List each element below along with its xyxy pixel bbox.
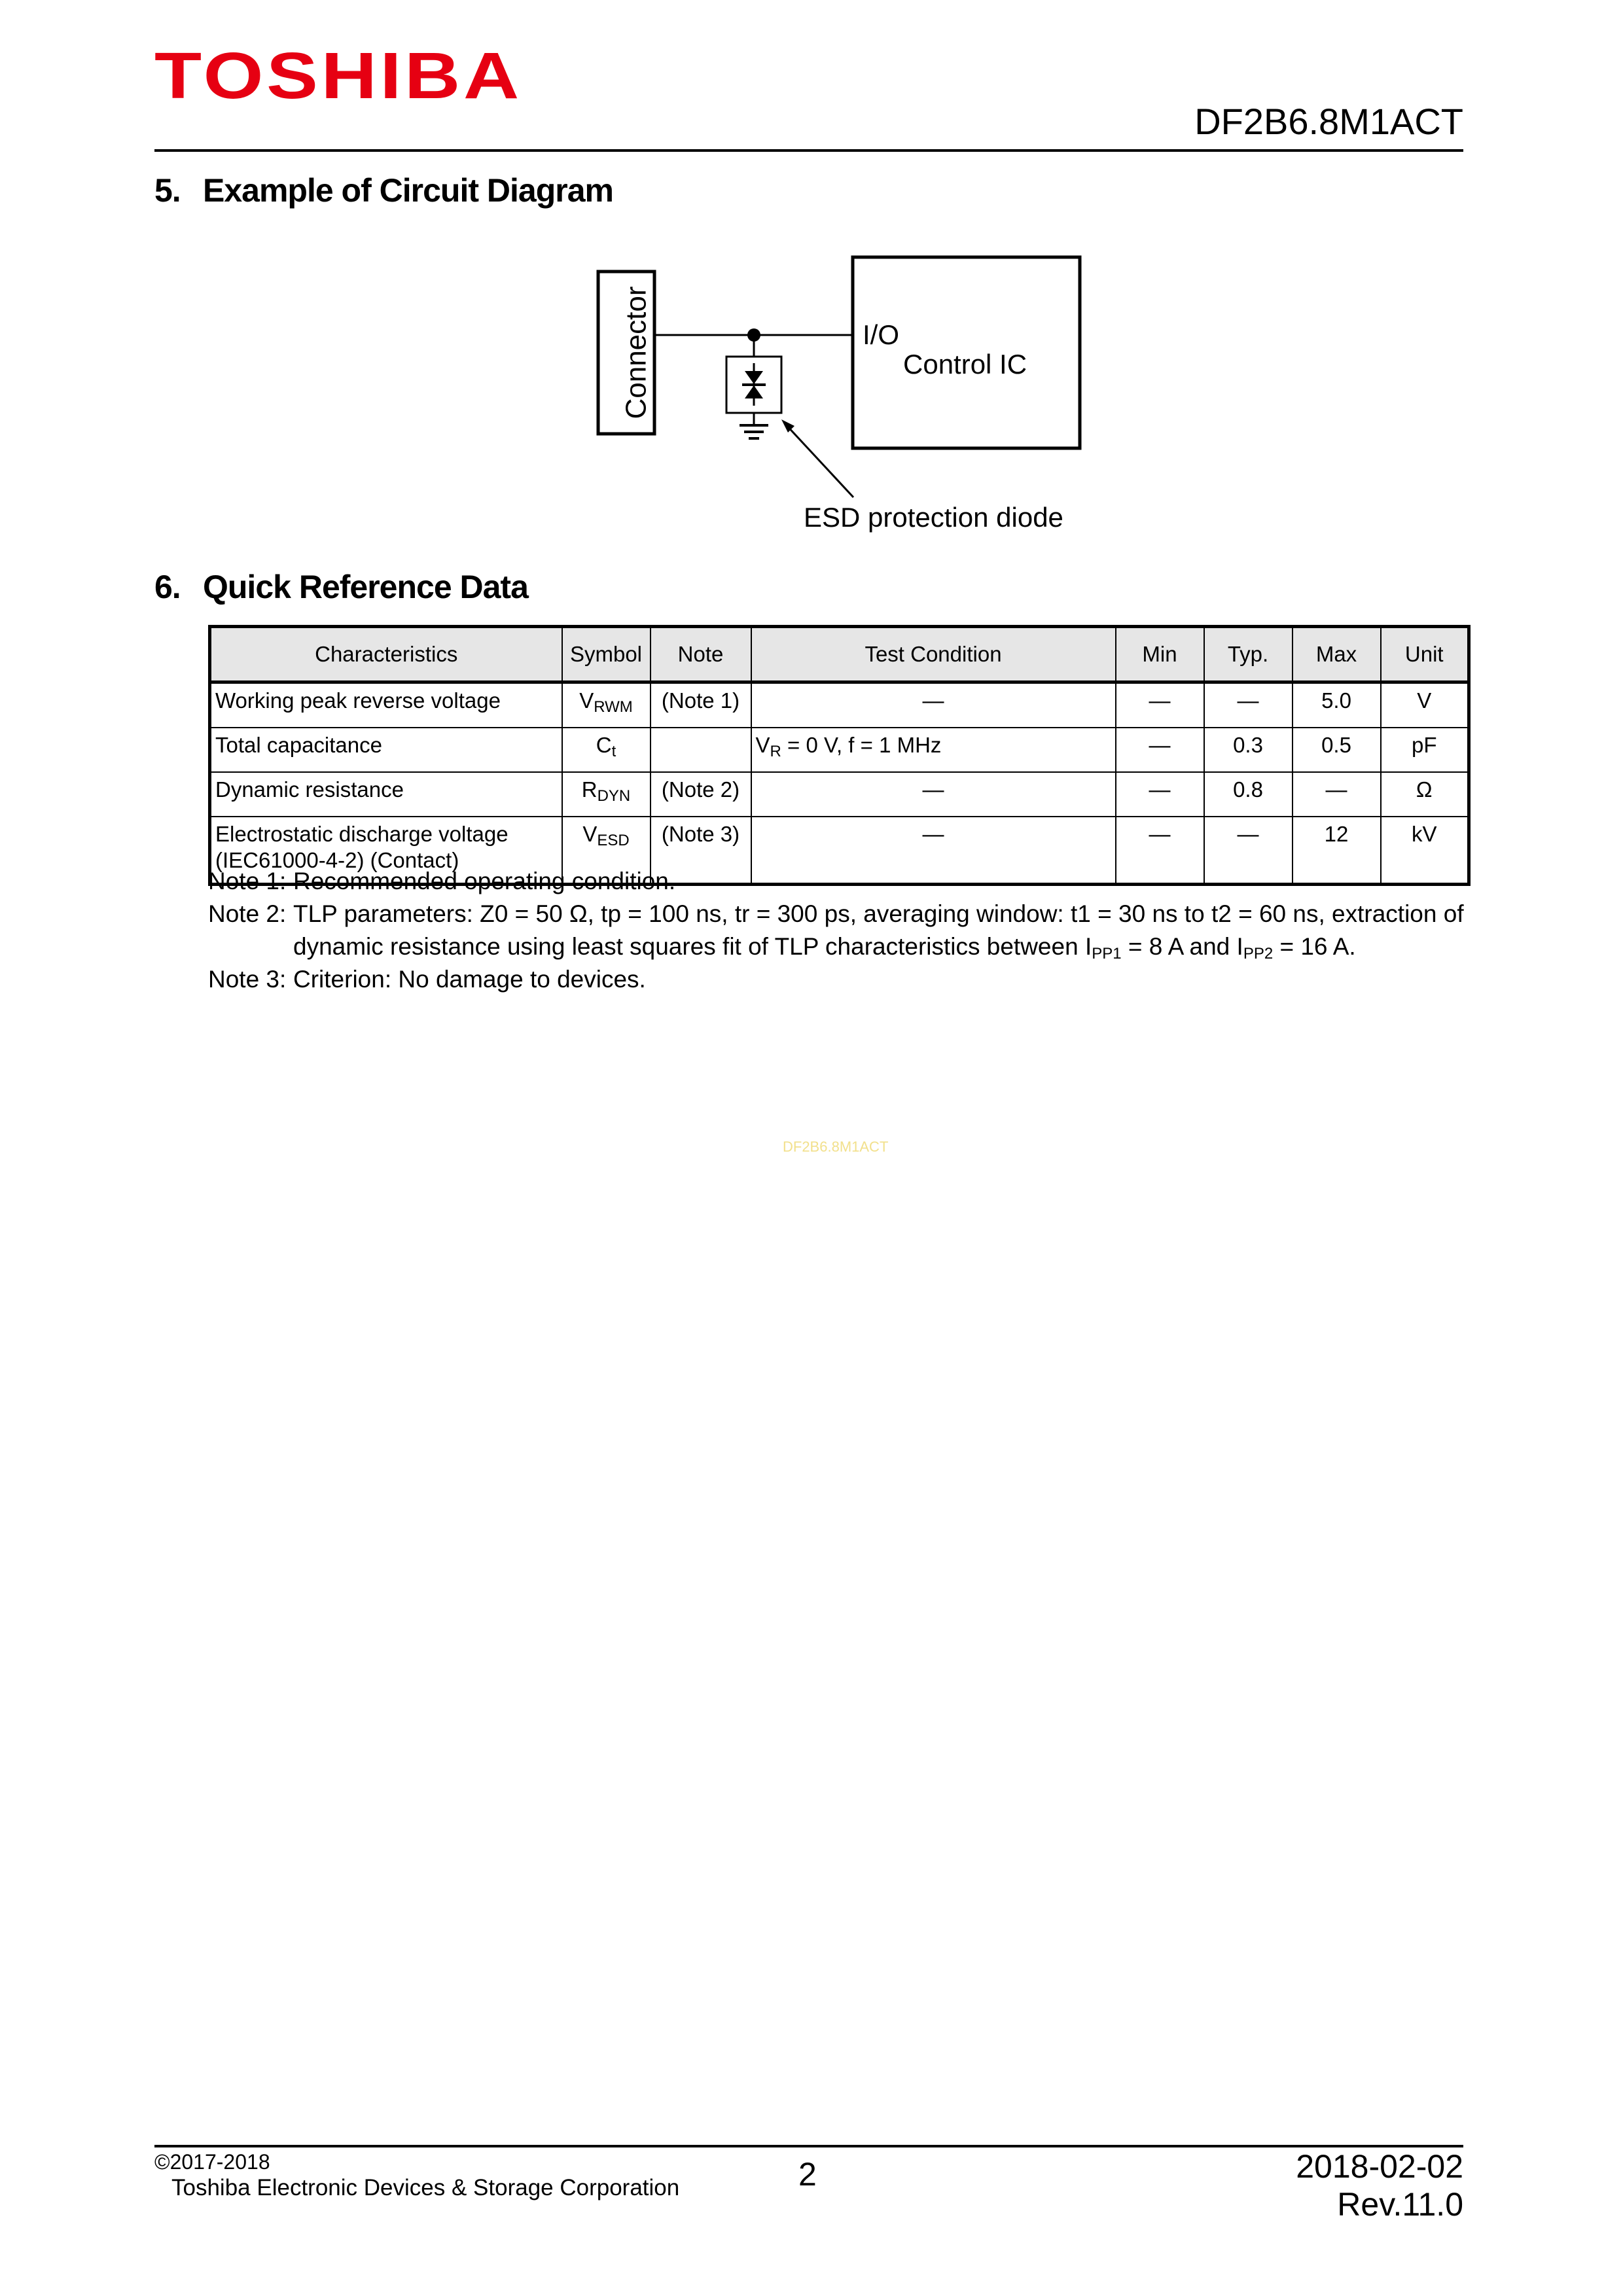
header-typ: Typ.: [1204, 627, 1293, 682]
note-3-text: Criterion: No damage to devices.: [293, 966, 646, 993]
company-name: Toshiba Electronic Devices & Storage Corporation: [171, 2175, 680, 2200]
io-label: I/O: [863, 319, 900, 350]
note-2-label: Note 2:: [208, 900, 287, 927]
section-6-title: Quick Reference Data: [203, 569, 528, 605]
cell-unit: pF: [1381, 728, 1469, 772]
cell-symbol: $V_{RWM}$: [562, 682, 651, 728]
notes: [208, 865, 1471, 996]
toshiba-logo: TOSHIBA: [154, 39, 522, 113]
cell-max: 5.0: [1293, 682, 1381, 728]
copyright: ©2017-2018: [154, 2150, 270, 2174]
cell-max: 0.5: [1293, 728, 1381, 772]
cell-max: 12: [1293, 817, 1381, 885]
pointer-arrow-line: [785, 424, 853, 497]
note-3-label: Note 3:: [208, 966, 287, 993]
header-unit: Unit: [1381, 627, 1469, 682]
cell-test-condition: —: [751, 682, 1116, 728]
cell-characteristic: Working peak reverse voltage: [210, 682, 562, 728]
note-1-text: Recommended operating condition.: [293, 868, 676, 894]
control-ic-label: Control IC: [903, 349, 1027, 380]
note-1-label: Note 1:: [208, 868, 287, 894]
cell-min: —: [1116, 682, 1204, 728]
revision-number: Rev.11.0: [1337, 2186, 1463, 2223]
circuit-diagram: [0, 0, 1623, 589]
cell-unit: V: [1381, 682, 1469, 728]
page-number: 2: [798, 2156, 817, 2193]
cell-symbol: $C_t$: [562, 728, 651, 772]
cell-symbol: $V_{ESD}$: [562, 817, 651, 885]
esd-diode-label: ESD protection diode: [804, 502, 1063, 533]
cell-note: [651, 728, 751, 772]
table-row: [210, 772, 1469, 817]
header-characteristics: Characteristics: [210, 627, 562, 682]
cell-characteristic: Electrostatic discharge voltage (IEC61000-4-2) (Contact): [210, 817, 562, 885]
diode-triangle-bottom: [745, 385, 763, 398]
section-5-title: Example of Circuit Diagram: [203, 172, 613, 209]
revision-date: 2018-02-02: [1296, 2148, 1463, 2185]
cell-typ: —: [1204, 817, 1293, 885]
cell-max: —: [1293, 772, 1381, 817]
header-note: Note: [651, 627, 751, 682]
cell-characteristic: Dynamic resistance: [210, 772, 562, 817]
section-6-number: 6.: [154, 569, 181, 605]
table-header-row: [210, 627, 1469, 682]
table-row: [210, 728, 1469, 772]
note-2: [208, 898, 1471, 963]
cell-typ: 0.3: [1204, 728, 1293, 772]
cell-unit: kV: [1381, 817, 1469, 885]
cell-typ: 0.8: [1204, 772, 1293, 817]
cell-test-condition: —: [751, 817, 1116, 885]
diode-triangle-top: [745, 371, 763, 384]
part-number: DF2B6.8M1ACT: [1194, 101, 1463, 142]
cell-unit: Ω: [1381, 772, 1469, 817]
cell-test-condition: —: [751, 772, 1116, 817]
note-3: [208, 963, 1471, 996]
cell-characteristic: Total capacitance: [210, 728, 562, 772]
cell-min: —: [1116, 817, 1204, 885]
note-2-text: TLP parameters: Z0 = 50 Ω, tp = 100 ns, tr = 300 ps, averaging window: t1 = 30 ns to t2 = 60 ns, extraction of dynamic resistance using least squares fit of TLP characteristics between $I_{PP1} = 8$ A and $I_{PP2} = 16$ A.: [293, 900, 1464, 963]
note-1: [208, 865, 1471, 898]
cell-note: (Note 2): [651, 772, 751, 817]
cell-min: —: [1116, 772, 1204, 817]
cell-test-condition: $V_R = 0$ V, f = 1 MHz: [751, 728, 1116, 772]
cell-min: —: [1116, 728, 1204, 772]
cell-note: (Note 3): [651, 817, 751, 885]
header-symbol: Symbol: [562, 627, 651, 682]
section-6-heading: [154, 571, 528, 603]
header-test-condition: Test Condition: [751, 627, 1116, 682]
header-min: Min: [1116, 627, 1204, 682]
watermark: DF2B6.8M1ACT: [783, 1139, 889, 1155]
header-max: Max: [1293, 627, 1381, 682]
section-5-number: 5.: [154, 172, 181, 209]
table-row: [210, 682, 1469, 728]
cell-symbol: $R_{DYN}$: [562, 772, 651, 817]
cell-typ: —: [1204, 682, 1293, 728]
footer-rule: [154, 2145, 1463, 2147]
connector-label: Connector: [620, 286, 652, 419]
quick-reference-table: [208, 625, 1471, 886]
cell-note: (Note 1): [651, 682, 751, 728]
